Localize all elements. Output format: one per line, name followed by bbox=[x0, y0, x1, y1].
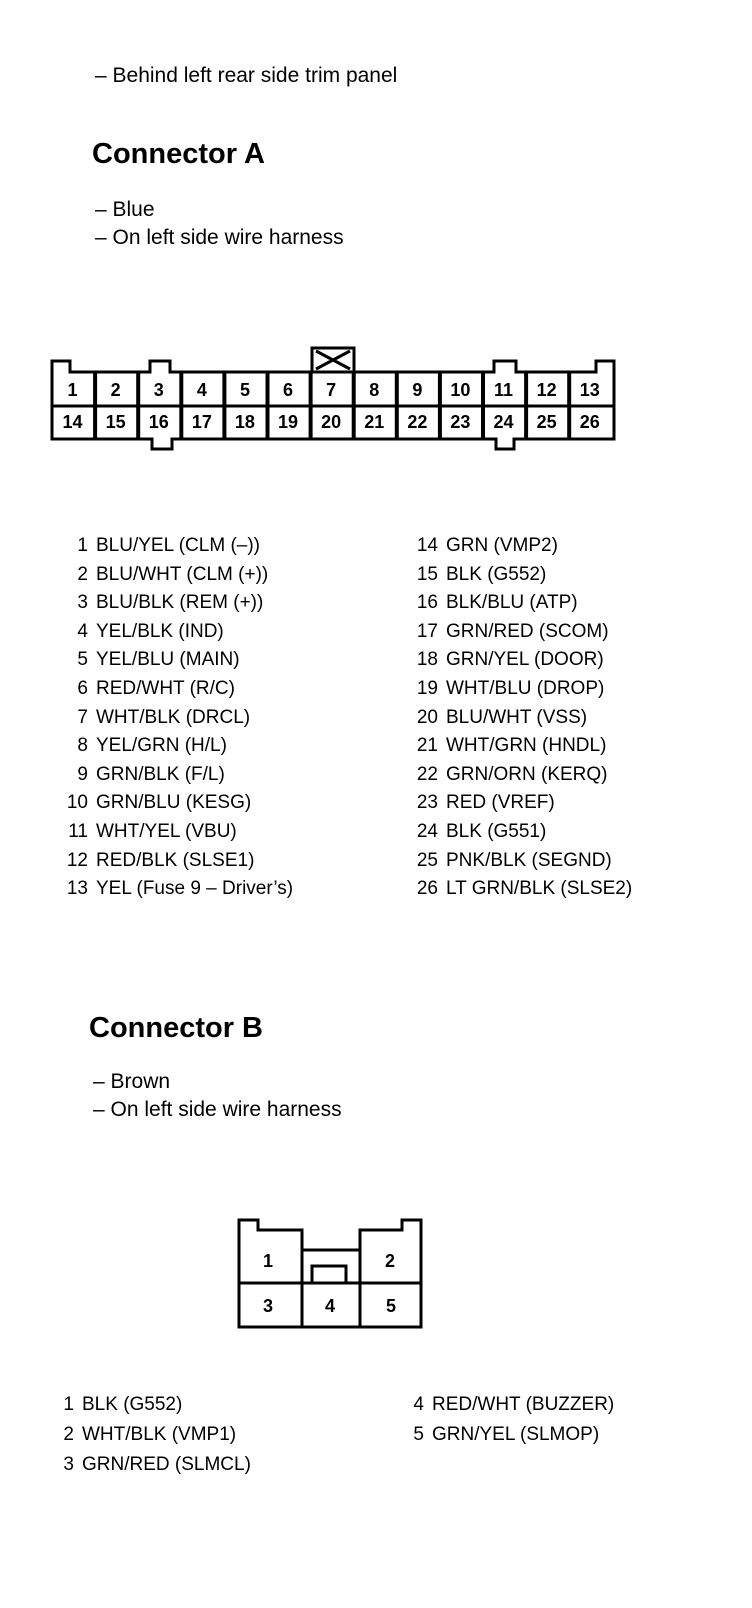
connector-a-pin-number: 5 bbox=[77, 649, 88, 671]
connector-a-pin-number: 25 bbox=[416, 849, 438, 871]
connector-a-pin-number: 16 bbox=[416, 592, 438, 614]
connector-a-pin-number: 18 bbox=[416, 649, 438, 671]
connector-a-pin-label: 14 bbox=[62, 412, 83, 432]
connector-a-pin-number: 15 bbox=[416, 563, 438, 585]
connector-a-pin-label: 7 bbox=[326, 380, 337, 400]
connector-a-pin-number: 17 bbox=[416, 620, 438, 642]
connector-a-pin-label: 15 bbox=[105, 412, 126, 432]
connector-b-pin-row bbox=[404, 1421, 599, 1450]
connector-a-pin-number: 2 bbox=[77, 563, 88, 585]
connector-a-pin-label: 10 bbox=[450, 380, 471, 400]
connector-a-pin-number: 26 bbox=[416, 878, 438, 900]
connector-a-pin-number: 10 bbox=[66, 792, 88, 814]
connector-b-pin-number: 5 bbox=[413, 1424, 424, 1445]
connector-a-pin-label: 11 bbox=[494, 380, 514, 400]
connector-a-pin-description: WHT/YEL (VBU) bbox=[96, 821, 237, 842]
connector-b-pin-row bbox=[54, 1391, 182, 1420]
connector-b-pin-label: 1 bbox=[262, 1251, 274, 1271]
connector-a-pin-number: 11 bbox=[68, 821, 88, 842]
connector-a-pin-number: 20 bbox=[416, 706, 438, 728]
connector-a-pin-number: 22 bbox=[416, 763, 438, 785]
connector-a-pin-number: 12 bbox=[66, 849, 88, 871]
connector-a-title: Connector A bbox=[92, 138, 265, 170]
connector-a-pin-label: 4 bbox=[196, 380, 207, 400]
connector-a-pin-description: WHT/BLU (DROP) bbox=[446, 678, 605, 699]
connector-b-color: – Brown bbox=[93, 1070, 171, 1093]
connector-a-pin-label: 6 bbox=[283, 380, 294, 400]
connector-a-pin-description: YEL/BLK (IND) bbox=[96, 620, 224, 642]
connector-a-pin-label: 1 bbox=[67, 380, 78, 400]
connector-b-pin-row bbox=[54, 1421, 236, 1450]
connector-a-pin-description: GRN (VMP2) bbox=[446, 535, 558, 556]
connector-a-pin-description: GRN/BLK (F/L) bbox=[96, 763, 225, 785]
connector-a-pin-label: 8 bbox=[369, 380, 380, 400]
connector-a-pin-label: 9 bbox=[412, 380, 423, 400]
connector-b-pin-description: RED/WHT (BUZZER) bbox=[432, 1394, 615, 1415]
connector-b-location: – On left side wire harness bbox=[93, 1098, 342, 1121]
connector-a-pin-description: GRN/YEL (DOOR) bbox=[446, 649, 604, 671]
connector-a-pin-number: 14 bbox=[416, 535, 438, 556]
connector-a-pin-label: 12 bbox=[536, 380, 557, 400]
connector-b-pin-row bbox=[54, 1451, 251, 1480]
connector-b-pin-number: 2 bbox=[63, 1424, 74, 1445]
connector-b-pin-description: GRN/YEL (SLMOP) bbox=[432, 1424, 600, 1445]
connector-a-pin-number: 8 bbox=[77, 735, 88, 757]
connector-a-pin-label: 2 bbox=[110, 380, 121, 400]
connector-a-pin-description: BLU/YEL (CLM (–)) bbox=[96, 535, 260, 556]
connector-a-pin-label: 22 bbox=[407, 412, 428, 432]
connector-a-pin-description: RED/BLK (SLSE1) bbox=[96, 849, 255, 871]
connector-a-pin-description: YEL/BLU (MAIN) bbox=[96, 649, 240, 671]
connector-a-pin-label: 13 bbox=[579, 380, 600, 400]
connector-a-pin-label: 21 bbox=[364, 412, 385, 432]
connector-b-pin-description: WHT/BLK (VMP1) bbox=[82, 1424, 237, 1445]
connector-a-pin-number: 23 bbox=[416, 792, 438, 814]
connector-a-pin-description: WHT/GRN (HNDL) bbox=[446, 735, 607, 757]
connector-b-pin-label: 4 bbox=[324, 1296, 336, 1316]
connector-a-pin-number: 13 bbox=[66, 878, 88, 900]
connector-b-pin-number: 3 bbox=[63, 1454, 74, 1475]
connector-a-pin-description: WHT/BLK (DRCL) bbox=[96, 706, 251, 728]
connector-a-pin-description: BLU/BLK (REM (+)) bbox=[96, 592, 264, 614]
connector-a-pin-description: BLU/WHT (VSS) bbox=[446, 706, 588, 728]
connector-a-pin-description: LT GRN/BLK (SLSE2) bbox=[446, 878, 633, 900]
connector-a-pin-label: 5 bbox=[239, 380, 250, 400]
connector-a-pin-label: 17 bbox=[191, 412, 212, 432]
connector-a-pin-number: 19 bbox=[416, 678, 438, 699]
connector-a-pin-description: GRN/BLU (KESG) bbox=[96, 792, 252, 814]
connector-a-pin-label: 25 bbox=[536, 412, 557, 432]
connector-a-pin-description: YEL (Fuse 9 – Driver’s) bbox=[96, 878, 294, 900]
connector-a-pin-description: GRN/RED (SCOM) bbox=[446, 620, 609, 642]
connector-b-pin-row bbox=[404, 1391, 614, 1420]
connector-a-pin-number: 21 bbox=[416, 735, 438, 757]
connector-a-pin-description: BLK (G552) bbox=[446, 563, 547, 585]
connector-a-pin-description: BLK (G551) bbox=[446, 821, 547, 842]
connector-a-pin-number: 7 bbox=[77, 706, 88, 728]
connector-a-pin-label: 19 bbox=[278, 412, 299, 432]
connector-a-pin-description: RED (VREF) bbox=[446, 792, 555, 814]
connector-b-title: Connector B bbox=[89, 1012, 263, 1044]
connector-b-pin-label: 3 bbox=[262, 1296, 274, 1316]
connector-a-pin-label: 23 bbox=[450, 412, 471, 432]
connector-a-pin-number: 6 bbox=[77, 678, 88, 699]
connector-a-pin-number: 3 bbox=[77, 592, 88, 614]
location-text: – Behind left rear side trim panel bbox=[95, 64, 398, 87]
connector-a-pin-description: RED/WHT (R/C) bbox=[96, 678, 235, 699]
connector-a-pin-description: YEL/GRN (H/L) bbox=[96, 735, 227, 757]
connector-a-pin-description: BLU/WHT (CLM (+)) bbox=[96, 563, 269, 585]
connector-b-pin-number: 4 bbox=[413, 1394, 424, 1415]
connector-a-pin-label: 18 bbox=[234, 412, 255, 432]
connector-b-pin-number: 1 bbox=[63, 1394, 74, 1415]
connector-a-pin-number: 1 bbox=[77, 535, 88, 556]
connector-b-pin-description: BLK (G552) bbox=[82, 1394, 183, 1415]
connector-a-pin-label: 20 bbox=[321, 412, 342, 432]
connector-a-pin-number: 9 bbox=[77, 763, 88, 785]
connector-b-pin-label: 2 bbox=[384, 1251, 396, 1271]
connector-b-pin-label: 5 bbox=[385, 1296, 397, 1316]
connector-a-pin-label: 24 bbox=[493, 412, 514, 432]
connector-a-pin-label: 26 bbox=[579, 412, 600, 432]
connector-a-pin-description: BLK/BLU (ATP) bbox=[446, 592, 578, 614]
connector-a-pin-description: PNK/BLK (SEGND) bbox=[446, 849, 612, 871]
connector-a-pin-number: 4 bbox=[77, 620, 88, 642]
connector-a-pin-description: GRN/ORN (KERQ) bbox=[446, 763, 608, 785]
connector-a-color: – Blue bbox=[95, 198, 155, 221]
connector-a-pin-label: 3 bbox=[153, 380, 164, 400]
connector-a-location: – On left side wire harness bbox=[95, 226, 344, 249]
connector-b-pin-description: GRN/RED (SLMCL) bbox=[82, 1454, 251, 1475]
connector-a-pin-label: 16 bbox=[148, 412, 169, 432]
connector-a-pin-number: 24 bbox=[416, 821, 438, 842]
